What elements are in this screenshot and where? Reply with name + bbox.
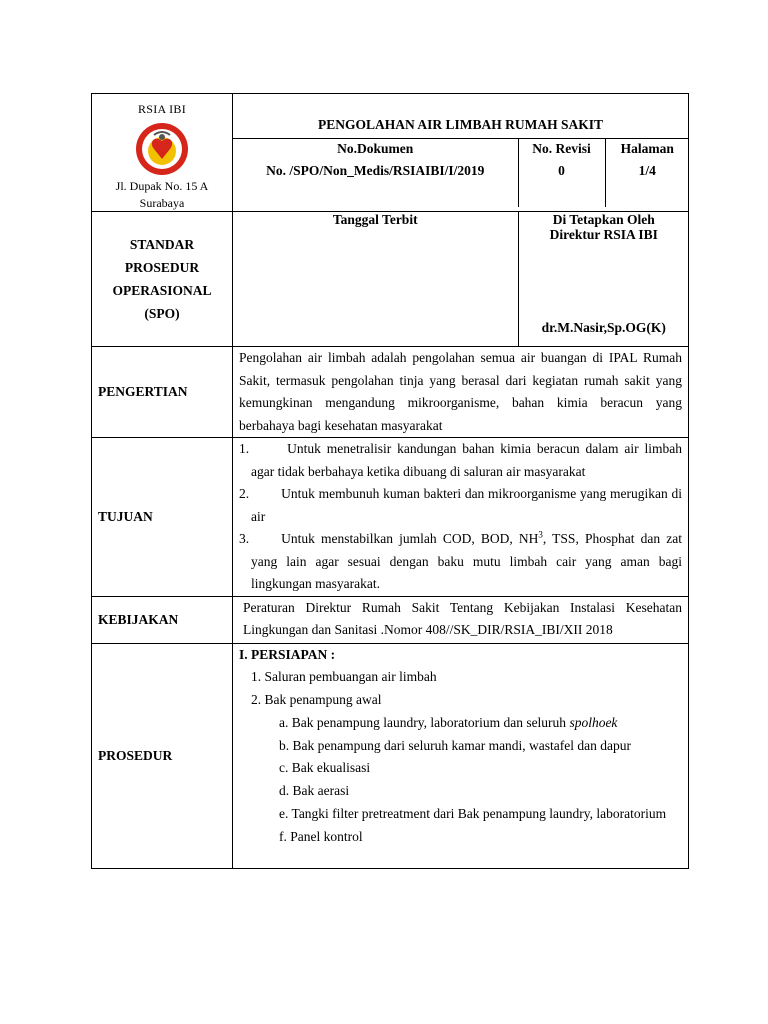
tujuan-item-2: 2. Untuk membunuh kuman bakteri dan mikroorganisme yang merugikan di air xyxy=(239,486,682,524)
pengertian-text: Pengolahan air limbah adalah pengolahan semua air buangan di IPAL Rumah Sakit, termasuk pengolahan tinja yang berasal dari kegiatan rumah sakit yang kemungkinan mengandung mikroorganisme, bahan kimia beracun yang berbahaya bagi kesehatan masyarakat xyxy=(233,347,689,438)
halaman-label: Halaman xyxy=(620,141,674,156)
spo-document xyxy=(91,93,688,869)
no-revisi-label: No. Revisi xyxy=(532,141,591,156)
halaman-value: 1/4 xyxy=(638,163,656,178)
spo-line3: OPERASIONAL xyxy=(112,283,212,298)
kebijakan-text: Peraturan Direktur Rumah Sakit Tentang Kebijakan Instalasi Kesehatan Lingkungan dan Sanitasi .Nomor 408//SK_DIR/RSIA_IBI/XII 2018 xyxy=(233,596,689,643)
org-name: RSIA IBI xyxy=(137,102,187,116)
hospital-logo-icon xyxy=(92,121,232,177)
no-revisi-cell xyxy=(518,139,605,207)
kebijakan-label: KEBIJAKAN xyxy=(92,596,233,643)
doc-meta-table xyxy=(233,139,689,207)
spo-line2: PROSEDUR xyxy=(124,260,200,275)
prosedur-content xyxy=(233,643,689,868)
tanggal-terbit-label: Tanggal Terbit xyxy=(332,212,418,227)
spo-table xyxy=(91,93,689,869)
org-address-line2: Surabaya xyxy=(139,196,185,210)
prosedur-label: PROSEDUR xyxy=(92,643,233,868)
tujuan-item-1: 1. Untuk menetralisir kandungan bahan kimia beracun dalam air limbah agar tidak berbahaya ketika dibuang di saluran air masyarakat xyxy=(239,441,682,479)
halaman-cell xyxy=(605,139,689,207)
tujuan-label: TUJUAN xyxy=(92,438,233,597)
logo-cell xyxy=(92,94,233,212)
prosedur-item-1: 1. Saluran pembuangan air limbah xyxy=(251,669,437,685)
no-dokumen-label: No.Dokumen xyxy=(337,141,414,156)
spo-title-cell xyxy=(92,212,233,347)
spo-line1: STANDAR xyxy=(129,237,195,252)
signer-name: dr.M.Nasir,Sp.OG(K) xyxy=(541,320,666,335)
ditetapkan-line1: Di Tetapkan Oleh xyxy=(552,212,655,227)
no-dokumen-cell xyxy=(233,139,518,207)
prosedur-subitem-d: d. Bak aerasi xyxy=(279,783,350,799)
spo-line4: (SPO) xyxy=(144,306,180,321)
prosedur-subitem-a: a. Bak penampung laundry, laboratorium dan seluruh spolhoek xyxy=(279,714,618,730)
spo-right-cell xyxy=(233,212,689,347)
tujuan-content xyxy=(233,438,689,597)
header-right-cell xyxy=(233,94,689,212)
ditetapkan-line2: Direktur RSIA IBI xyxy=(549,227,658,242)
prosedur-section-title: I. PERSIAPAN : xyxy=(239,646,336,662)
no-revisi-value: 0 xyxy=(558,163,565,178)
tanggal-terbit-cell xyxy=(233,212,518,346)
prosedur-subitem-f: f. Panel kontrol xyxy=(279,828,363,844)
prosedur-subitem-b: b. Bak penampung dari seluruh kamar mandi, wastafel dan dapur xyxy=(279,737,632,753)
prosedur-subitem-c: c. Bak ekualisasi xyxy=(279,760,371,776)
ditetapkan-cell xyxy=(518,212,689,346)
tujuan-item-3: 3. Untuk menstabilkan jumlah COD, BOD, $NH^3$, TSS, Phosphat dan zat yang lain agar sesuai dengan baku mutu limbah cair yang aman bagi lingkungan masyarakat. xyxy=(239,529,683,591)
no-dokumen-value: No. /SPO/Non_Medis/RSIAIBI/I/2019 xyxy=(266,163,485,178)
org-address-line1: Jl. Dupak No. 15 A xyxy=(115,179,209,193)
prosedur-subitem-e: e. Tangki filter pretreatment dari Bak penampung laundry, laboratorium xyxy=(279,806,667,822)
document-title: PENGOLAHAN AIR LIMBAH RUMAH SAKIT xyxy=(233,94,688,139)
pengertian-label: PENGERTIAN xyxy=(92,347,233,438)
prosedur-item-2: 2. Bak penampung awal xyxy=(251,692,382,708)
